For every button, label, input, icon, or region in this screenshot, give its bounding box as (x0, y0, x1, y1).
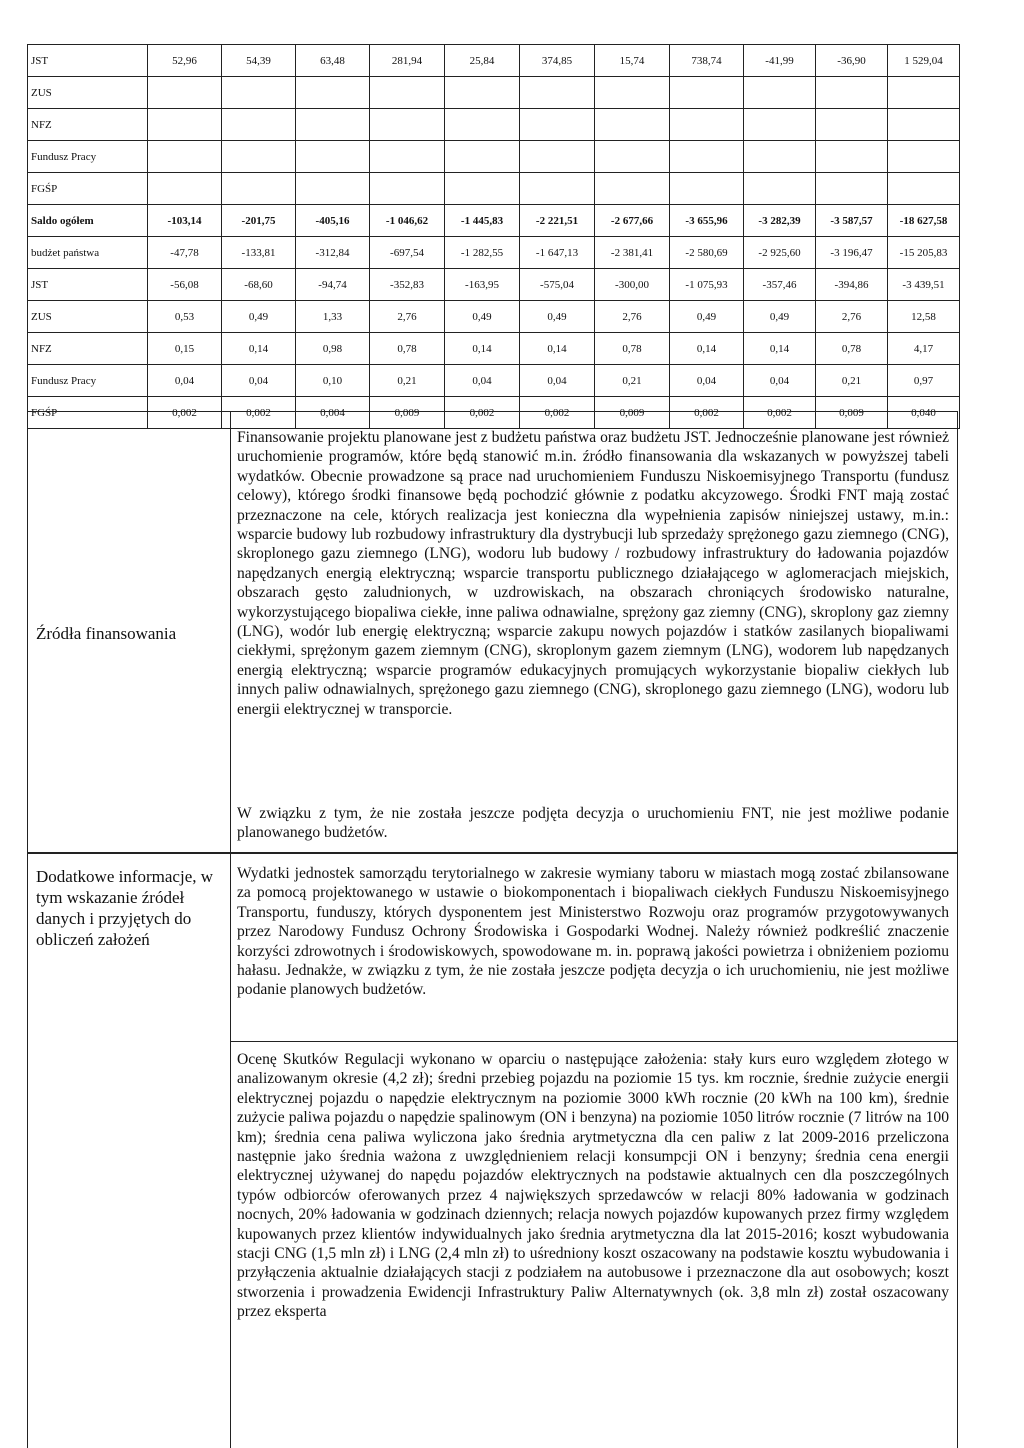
table-cell: 0,49 (744, 301, 816, 333)
additional-paragraph-1: Wydatki jednostek samorządu terytorialnego w zakresie wymiany taboru w miastach mogą zostać zbilansowane za pomocą projektowanego w ustawie o biokomponentach i biopaliwach ciekłych Funduszu Niskoemisyjnego Transportu, funduszy, których dysponentem jest Ministerstwo Rozwoju oraz programów przygotowywanych przez Narodowy Fundusz Ochrony Środowiska i Gospodarki Wodnej. Należy również podkreślić znaczenie korzyści zdrowotnych i środowiskowych, spowodowane m. in. poprawą jakości powietrza i obniżeniem poziomu hałasu. Jednakże, w związku z tym, że nie została jeszcze podjęta decyzja o ich uruchomieniu, nie jest możliwe podanie planowych budżetów. (237, 865, 949, 999)
table-cell: 0,002 (520, 397, 595, 429)
table-cell: -3 655,96 (670, 205, 744, 237)
table-cell (445, 141, 520, 173)
table-cell: -2 677,66 (595, 205, 670, 237)
table-cell (670, 173, 744, 205)
table-cell: -1 647,13 (520, 237, 595, 269)
table-row (28, 205, 960, 237)
table-cell: 0,04 (148, 365, 222, 397)
table-cell: 0,002 (670, 397, 744, 429)
table-cell: 63,48 (296, 45, 370, 77)
table-cell: 0,21 (595, 365, 670, 397)
table-cell: 0,009 (370, 397, 445, 429)
table-cell (595, 77, 670, 109)
table-cell: 0,04 (520, 365, 595, 397)
row-label: JST (28, 45, 148, 77)
table-cell: 0,15 (148, 333, 222, 365)
table-cell: 0,040 (888, 397, 960, 429)
table-cell: 2,76 (595, 301, 670, 333)
row-label: NFZ (28, 333, 148, 365)
table-cell: -3 439,51 (888, 269, 960, 301)
table-cell (370, 77, 445, 109)
table-cell (222, 109, 296, 141)
table-cell: 0,002 (148, 397, 222, 429)
table-cell (222, 141, 296, 173)
funding-content-cell (231, 412, 957, 852)
row-label: budżet państwa (28, 237, 148, 269)
table-cell: -103,14 (148, 205, 222, 237)
table-cell: 0,004 (296, 397, 370, 429)
funding-label-cell (28, 412, 231, 852)
table-cell: -697,54 (370, 237, 445, 269)
table-cell: 0,04 (445, 365, 520, 397)
table-cell (744, 173, 816, 205)
table-cell: 25,84 (445, 45, 520, 77)
table-cell: 0,98 (296, 333, 370, 365)
row-label: FGŚP (28, 397, 148, 429)
table-cell (595, 109, 670, 141)
additional-content-cell (231, 854, 957, 1448)
table-cell: -1 046,62 (370, 205, 445, 237)
table-cell: 0,97 (888, 365, 960, 397)
table-cell: 0,14 (670, 333, 744, 365)
table-cell (888, 109, 960, 141)
table-cell: -3 282,39 (744, 205, 816, 237)
table-row (28, 365, 960, 397)
table-cell: -15 205,83 (888, 237, 960, 269)
table-cell: -36,90 (816, 45, 888, 77)
table-cell: 0,04 (744, 365, 816, 397)
row-label: Fundusz Pracy (28, 141, 148, 173)
table-cell: -47,78 (148, 237, 222, 269)
table-row (28, 301, 960, 333)
table-cell: -2 925,60 (744, 237, 816, 269)
table-cell: 0,49 (670, 301, 744, 333)
table-cell (370, 141, 445, 173)
row-label: FGŚP (28, 173, 148, 205)
table-cell: -41,99 (744, 45, 816, 77)
table-cell (520, 173, 595, 205)
table-cell (148, 77, 222, 109)
table-row (28, 45, 960, 77)
additional-info-section (27, 853, 958, 1448)
row-label: ZUS (28, 301, 148, 333)
table-cell: 0,21 (816, 365, 888, 397)
table-cell: 0,49 (520, 301, 595, 333)
table-cell: -2 381,41 (595, 237, 670, 269)
table-cell: 0,002 (445, 397, 520, 429)
table-cell: -3 196,47 (816, 237, 888, 269)
table-cell: -3 587,57 (816, 205, 888, 237)
table-cell: -1 075,93 (670, 269, 744, 301)
table-cell (296, 141, 370, 173)
table-cell: -405,16 (296, 205, 370, 237)
table-cell (148, 173, 222, 205)
table-cell: 281,94 (370, 45, 445, 77)
table-cell (296, 173, 370, 205)
table-cell: 54,39 (222, 45, 296, 77)
table-cell: 738,74 (670, 45, 744, 77)
table-cell: 0,04 (222, 365, 296, 397)
table-cell: -394,86 (816, 269, 888, 301)
table-cell (888, 77, 960, 109)
table-cell (445, 109, 520, 141)
table-cell (520, 109, 595, 141)
table-cell: -56,08 (148, 269, 222, 301)
table-cell (816, 77, 888, 109)
table-cell: -133,81 (222, 237, 296, 269)
table-cell: 4,17 (888, 333, 960, 365)
row-label: JST (28, 269, 148, 301)
table-cell: -2 580,69 (670, 237, 744, 269)
table-cell: 0,78 (595, 333, 670, 365)
table-cell: 0,78 (370, 333, 445, 365)
table-cell: -201,75 (222, 205, 296, 237)
table-cell (296, 109, 370, 141)
table-cell (744, 109, 816, 141)
table-cell: -18 627,58 (888, 205, 960, 237)
table-cell: -2 221,51 (520, 205, 595, 237)
table-cell: 0,14 (520, 333, 595, 365)
table-cell: 0,10 (296, 365, 370, 397)
table-cell: -1 445,83 (445, 205, 520, 237)
table-cell (595, 141, 670, 173)
table-cell: 1,33 (296, 301, 370, 333)
table-cell (148, 109, 222, 141)
table-cell: 1 529,04 (888, 45, 960, 77)
row-label: Saldo ogółem (28, 205, 148, 237)
table-row (28, 269, 960, 301)
table-cell (222, 77, 296, 109)
table-cell (296, 77, 370, 109)
table-cell (445, 173, 520, 205)
table-cell: 374,85 (520, 45, 595, 77)
table-cell: -357,46 (744, 269, 816, 301)
table-cell: 0,14 (222, 333, 296, 365)
table-cell: -1 282,55 (445, 237, 520, 269)
funding-section (27, 411, 958, 853)
table-cell (816, 141, 888, 173)
table-cell (670, 141, 744, 173)
table-cell: -163,95 (445, 269, 520, 301)
table-row (28, 109, 960, 141)
table-cell: 0,14 (445, 333, 520, 365)
row-label: ZUS (28, 77, 148, 109)
table-cell: -300,00 (595, 269, 670, 301)
table-cell (520, 141, 595, 173)
table-cell: 52,96 (148, 45, 222, 77)
table-cell: 0,14 (744, 333, 816, 365)
table-cell: 0,009 (595, 397, 670, 429)
table-cell: -352,83 (370, 269, 445, 301)
table-cell (222, 173, 296, 205)
table-row (28, 173, 960, 205)
table-cell: 0,53 (148, 301, 222, 333)
table-row (28, 77, 960, 109)
table-cell (670, 109, 744, 141)
table-cell: -575,04 (520, 269, 595, 301)
table-cell (816, 173, 888, 205)
table-cell (888, 141, 960, 173)
table-cell (445, 77, 520, 109)
funding-paragraph-2: W związku z tym, że nie została jeszcze podjęta decyzja o uruchomieniu FNT, nie jest możliwe podanie planowanego budżetów. (237, 805, 949, 842)
additional-label-cell (28, 854, 231, 1448)
table-cell (520, 77, 595, 109)
budget-table-body (28, 45, 960, 429)
table-cell (816, 109, 888, 141)
row-label: NFZ (28, 109, 148, 141)
table-cell (370, 109, 445, 141)
paragraph-divider (231, 1041, 957, 1042)
table-cell: 0,49 (445, 301, 520, 333)
table-cell: 0,009 (816, 397, 888, 429)
table-cell: 0,002 (222, 397, 296, 429)
table-cell: 0,78 (816, 333, 888, 365)
budget-table (27, 44, 960, 429)
funding-paragraph-1: Finansowanie projektu planowane jest z budżetu państwa oraz budżetu JST. Jednocześnie planowane jest również uruchomienie programów, które będą stanowić m.in. źródło finansowania dla wskazanych w powyższej tabeli wydatków. Obecnie prowadzone są prace nad uruchomieniem Funduszu Niskoemisyjnego Transportu (fundusz celowy), którego środki finansowe będą pochodzić głównie z podatku akcyzowego. Środki FNT mają zostać przeznaczone na cele, których realizacja jest konieczna dla wypełnienia zapisów niniejszej ustawy, m.in.: wsparcie budowy lub rozbudowy infrastruktury dla dystrybucji lub sprzedaży sprężonego gazu ziemnego (CNG), skroplonego gazu ziemnego (LNG), wodoru lub budowy / rozbudowy infrastruktury do ładowania pojazdów napędzanych energią elektryczną; wsparcie transportu publicznego działającego w aglomeracjach miejskich, obszarach gęsto zaludnionych, w uzdrowiskach, na obszarach chroniących środowisko naturalne, wykorzystującego biopaliwa ciekłe, inne paliwa odnawialne, sprężony gaz ziemny (CNG), skroplony gaz ziemny (LNG), wodór lub energię elektryczną; wsparcie zakupu nowych pojazdów i statków zasilanych biopaliwami ciekłymi, sprężonym gazem ziemnym (CNG), skroplonym gazem ziemnym (LNG), wodorem lub napędzanych energią elektryczną; wsparcie programów edukacyjnych promujących wykorzystanie biopaliw ciekłych lub innych paliw odnawialnych, sprężonego gazu ziemnego (CNG), skroplonego gazu ziemnego (LNG), wodoru lub energii elektrycznej w transporcie. (237, 429, 949, 718)
table-cell: -94,74 (296, 269, 370, 301)
additional-paragraph-2: Ocenę Skutków Regulacji wykonano w oparciu o następujące założenia: stały kurs euro względem złotego w analizowanym okresie (4,2 zł); średni przebieg pojazdu na poziomie 15 tys. km rocznie, średnie zużycie energii elektrycznej pojazdu o napędzie elektrycznym na poziomie 3000 kWh rocznie (20 kWh na 100 km), średnie zużycie paliwa pojazdu o napędzie spalinowym (ON i benzyna) na poziomie 1050 litrów rocznie (7 litrów na 100 km); średnia cena paliwa wyliczona jako średnia arytmetyczna dla cen paliw z lat 2009-2016 przeliczona następnie jako średnia ważona z uwzględnieniem relacji konsumpcji ON i benzyny; średnia cena energii elektrycznej używanej do napędu pojazdów elektrycznych na podstawie aktualnych cen dla poszczególnych typów odbiorców oferowanych przez 4 największych sprzedawców w relacji 80% ładowania w godzinach nocnych, 20% ładowania w godzinach dziennych; relacja nowych pojazdów kupowanych przez firmy względem kupowanych przez klientów indywidualnych jako średnia arytmetyczna dla lat 2015-2016; koszt wybudowania stacji CNG (1,5 mln zł) i LNG (2,4 mln zł) to uśredniony koszt oszacowany na podstawie kosztu wybudowania i przyłączenia aktualnie działających stacji z podziałem na autobusowe i przeznaczone dla aut osobowych; koszt stworzenia i prowadzenia Ewidencji Infrastruktury Paliw Alternatywnych (ok. 3,8 mln zł) został oszacowany przez eksperta (237, 1051, 949, 1321)
table-cell: 0,49 (222, 301, 296, 333)
table-cell (888, 173, 960, 205)
additional-heading: Dodatkowe informacje, w tym wskazanie źródeł danych i przyjętych do obliczeń założeń (36, 867, 214, 949)
table-cell: 0,21 (370, 365, 445, 397)
table-row (28, 237, 960, 269)
table-cell: 15,74 (595, 45, 670, 77)
table-cell: 2,76 (370, 301, 445, 333)
table-cell (744, 141, 816, 173)
table-cell (744, 77, 816, 109)
table-cell (670, 77, 744, 109)
table-cell: 12,58 (888, 301, 960, 333)
table-cell: 0,002 (744, 397, 816, 429)
table-row (28, 141, 960, 173)
table-cell (148, 141, 222, 173)
row-label: Fundusz Pracy (28, 365, 148, 397)
table-cell: -68,60 (222, 269, 296, 301)
funding-heading: Źródła finansowania (36, 624, 177, 643)
table-cell: 2,76 (816, 301, 888, 333)
table-cell (595, 173, 670, 205)
table-cell: 0,04 (670, 365, 744, 397)
table-cell (370, 173, 445, 205)
table-row (28, 333, 960, 365)
table-cell: -312,84 (296, 237, 370, 269)
